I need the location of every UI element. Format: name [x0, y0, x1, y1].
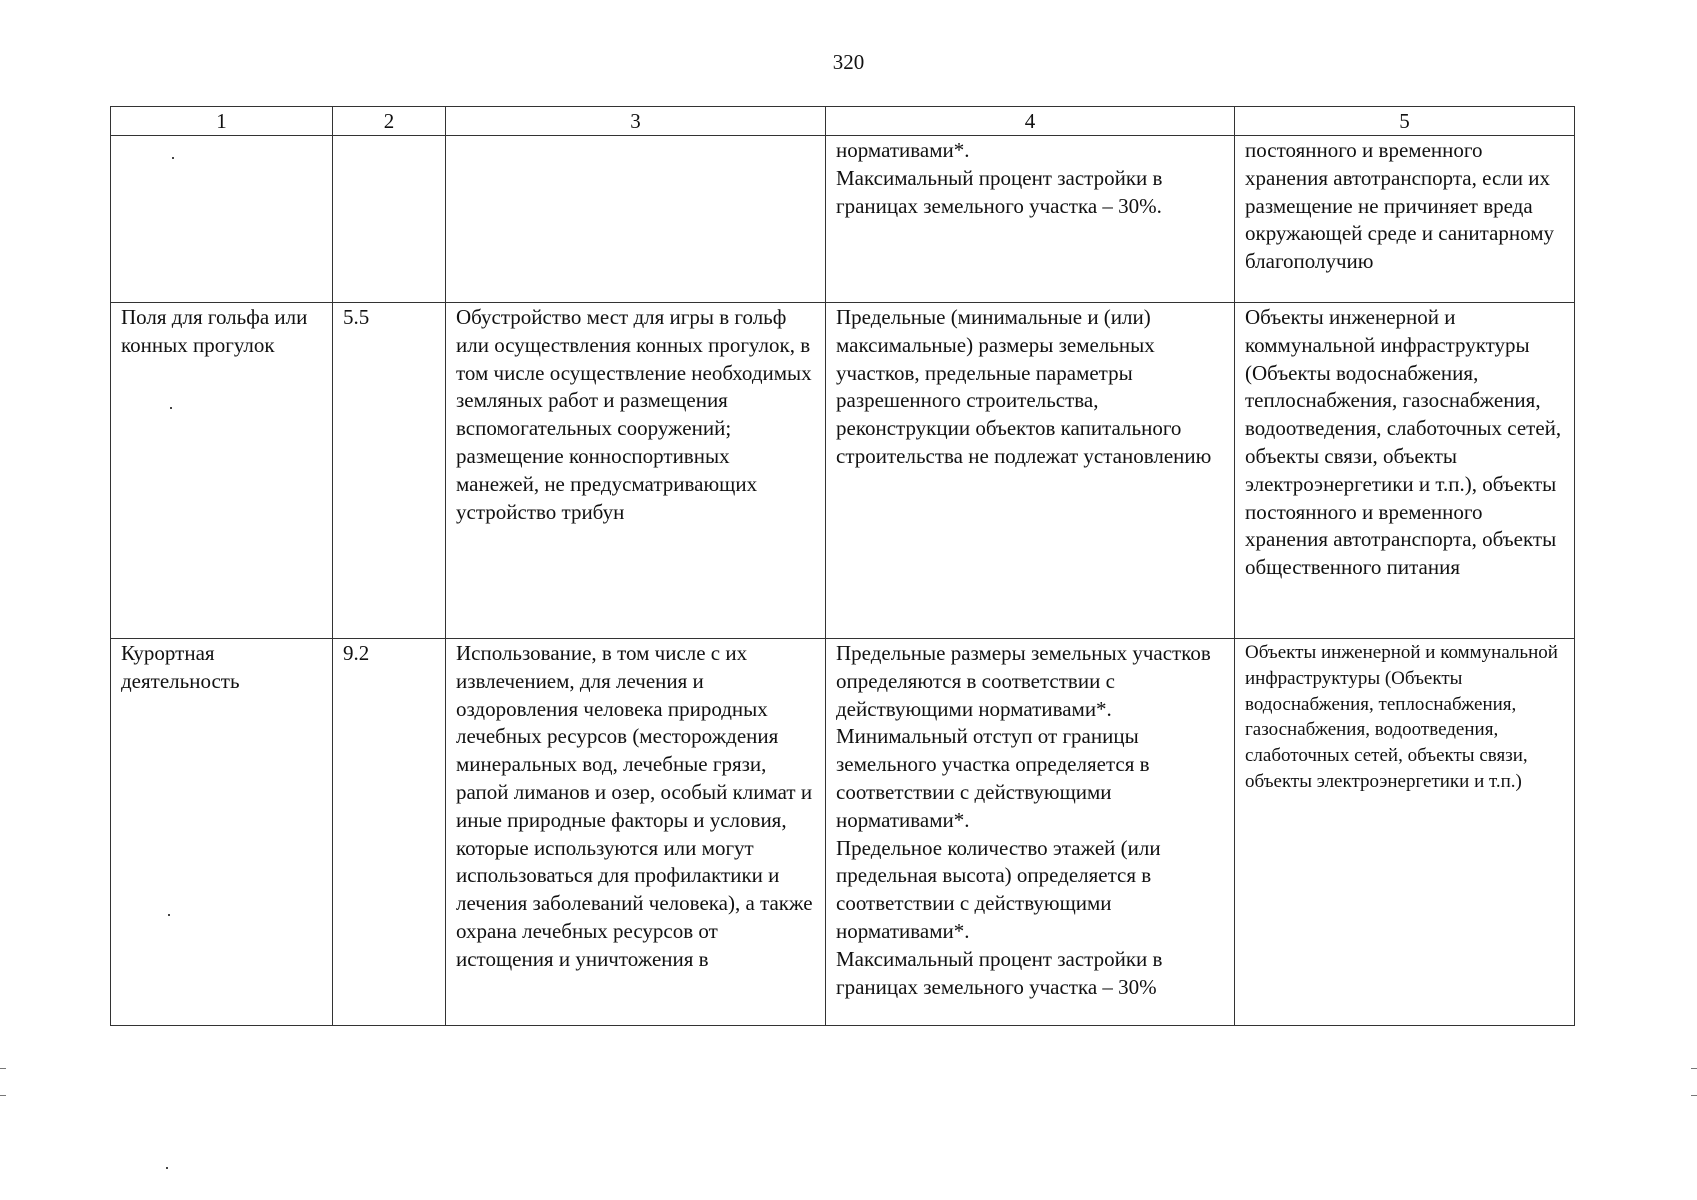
auxiliary-uses-cell: Объекты инженерной и коммунальной инфраструктуры (Объекты водоснабжения, теплоснабжения, газоснабжения, водоотведения, слаботочных сетей, объекты связи, объекты электроэнергетики и т.п.), объекты постоянного и временного хранения автотранспорта, объекты общественного питания [1235, 303, 1575, 639]
scan-edge-mark-left [0, 1068, 6, 1096]
land-use-name-cell [111, 136, 333, 303]
page-number: 320 [832, 50, 865, 74]
column-header-5: 5 [1235, 107, 1575, 136]
auxiliary-uses-cell: постоянного и временного хранения автотранспорта, если их размещение не причиняет вреда окружающей среде и санитарному благополучию [1235, 136, 1575, 303]
table-row [111, 303, 1575, 639]
parameters-cell: Предельные (минимальные и (или) максимальные) размеры земельных участков, предельные параметры разрешенного строительства, реконструкции объектов капитального строительства не подлежат установлению [826, 303, 1235, 639]
land-use-table [110, 106, 1575, 1026]
land-use-code-cell: 9.2 [333, 639, 446, 1026]
column-header-2: 2 [333, 107, 446, 136]
land-use-name-cell: Курортная деятельность [111, 639, 333, 1026]
table-row [111, 639, 1575, 1026]
land-use-name-cell: Поля для гольфа или конных прогулок [111, 303, 333, 639]
column-header-3: 3 [446, 107, 826, 136]
table-row [111, 136, 1575, 303]
scan-speck [166, 1167, 168, 1169]
column-header-4: 4 [826, 107, 1235, 136]
parameters-cell: Предельные размеры земельных участков определяются в соответствии с действующими нормативами*. Минимальный отступ от границы земельного участка определяется в соответствии с действующими нормативами*. Предельное количество этажей (или предельная высота) определяется в соответствии с действующими нормативами*. Максимальный процент застройки в границах земельного участка – 30% [826, 639, 1235, 1026]
land-use-code-cell: 5.5 [333, 303, 446, 639]
header-row [111, 107, 1575, 136]
land-use-description-cell: Использование, в том числе с их извлечением, для лечения и оздоровления человека природных лечебных ресурсов (месторождения минеральных вод, лечебные грязи, рапой лиманов и озер, особый климат и иные природные факторы и условия, которые используются или могут использоваться для профилактики и лечения заболеваний человека), а также охрана лечебных ресурсов от истощения и уничтожения в [446, 639, 826, 1026]
scan-edge-mark-right [1691, 1068, 1697, 1096]
scan-speck [172, 157, 174, 159]
parameters-cell: нормативами*. Максимальный процент застройки в границах земельного участка – 30%. [826, 136, 1235, 303]
scan-speck [168, 914, 170, 916]
land-use-description-cell [446, 136, 826, 303]
scan-speck [170, 407, 172, 409]
auxiliary-uses-cell: Объекты инженерной и коммунальной инфраструктуры (Объекты водоснабжения, теплоснабжения, газоснабжения, водоотведения, слаботочных сетей, объекты связи, объекты электроэнергетики и т.п.) [1235, 639, 1575, 1026]
land-use-code-cell [333, 136, 446, 303]
column-header-1: 1 [111, 107, 333, 136]
land-use-description-cell: Обустройство мест для игры в гольф или осуществления конных прогулок, в том числе осуществление необходимых земляных работ и размещения вспомогательных сооружений; размещение конноспортивных манежей, не предусматривающих устройство трибун [446, 303, 826, 639]
